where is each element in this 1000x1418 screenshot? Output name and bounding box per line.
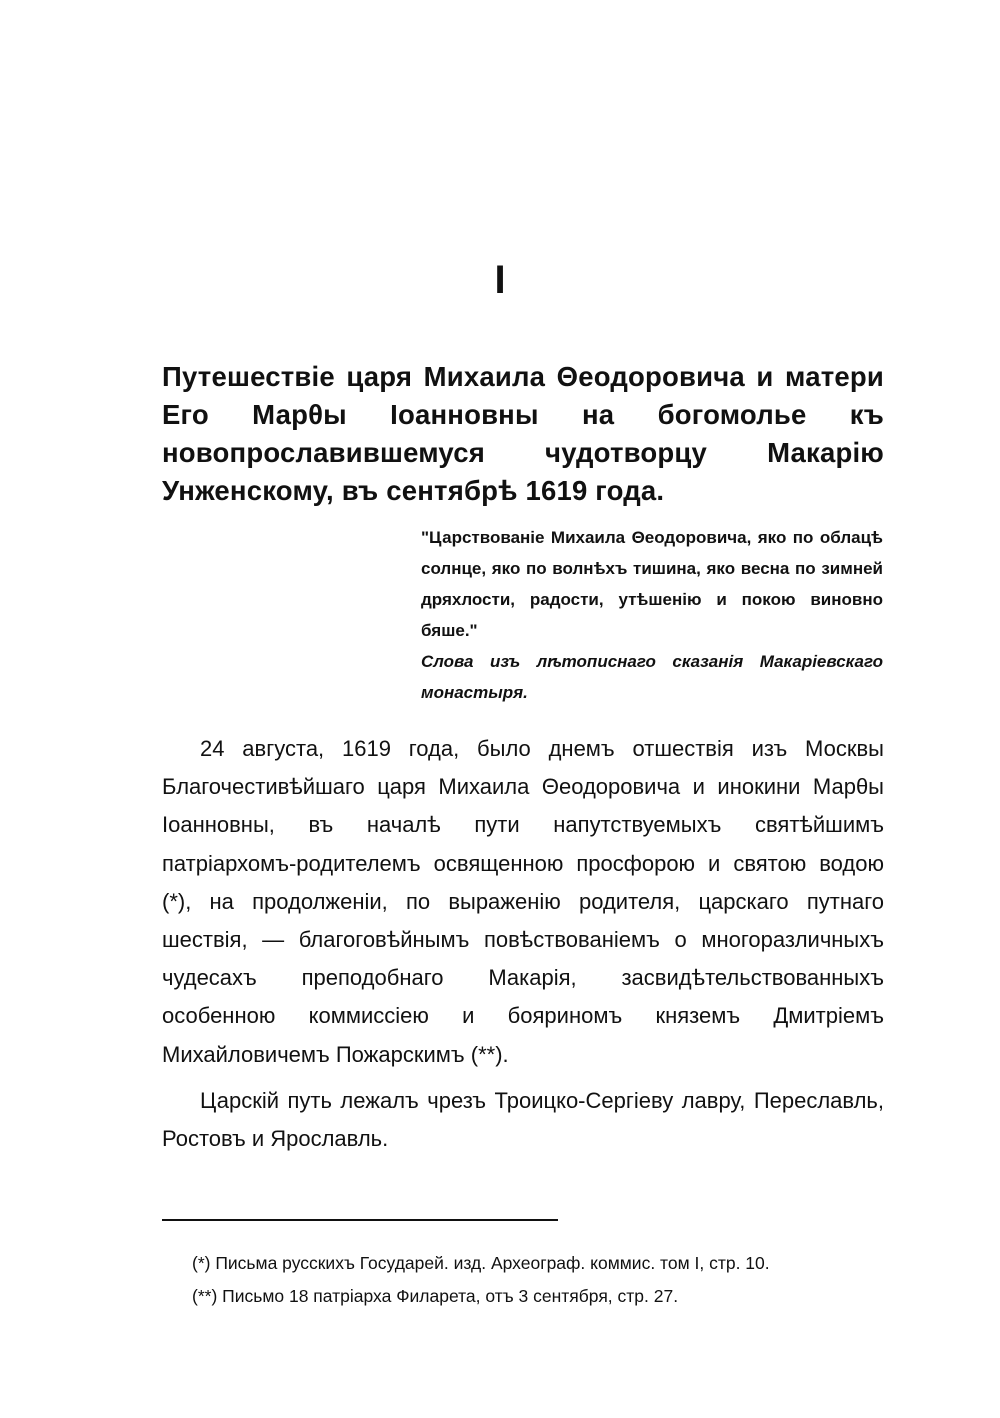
footnote-divider — [162, 1219, 558, 1221]
epigraph — [421, 522, 883, 708]
footnote: (*) Письма русскихъ Государей. изд. Археограф. коммис. том I, стр. 10. — [192, 1253, 770, 1273]
chapter-title: Путешествіе царя Михаила Θеодоровича и матери Его Марθы Іоанновны на богомолье къ новопрославившемуся чудотворцу Макарію Унженскому, въ сентябрѣ 1619 года. — [162, 361, 884, 506]
body-text — [162, 730, 884, 1166]
footnote: (**) Письмо 18 патріарха Филарета, отъ 3 сентября, стр. 27. — [192, 1286, 679, 1306]
epigraph-source: Слова изъ лѣтописнаго сказанія Макаріевскаго монастыря. — [421, 652, 883, 702]
body-paragraph: 24 августа, 1619 года, было днемъ отшествія изъ Москвы Благочестивѣйшаго царя Михаила Θеодоровича и инокини Марθы Іоанновны, въ началѣ пути напутствуемыхъ святѣйшимъ патріархомъ-родителемъ освященною просфорою и святою водою (*), на продолженіи, по выраженію родителя, царскаго путнаго шествія, — благоговѣйнымъ повѣствованіемъ о многоразличныхъ чудесахъ преподобнаго Макарія, засвидѣтельствованныхъ особенною коммиссіею и бояриномъ княземъ Дмитріемъ Михайловичемъ Пожарскимъ (**). — [162, 736, 884, 1067]
chapter-numeral: I — [494, 258, 506, 302]
footnotes — [162, 1248, 884, 1314]
epigraph-quote: "Царствованіе Михаила Θеодоровича, яко по облацѣ солнце, яко по волнѣхъ тишина, яко весна по зимней дряхлости, радости, утѣшенію и покою виновно бяше." — [421, 528, 883, 640]
body-paragraph: Царскій путь лежалъ чрезъ Троицко-Сергіеву лавру, Переславль, Ростовъ и Ярославль. — [162, 1087, 884, 1152]
